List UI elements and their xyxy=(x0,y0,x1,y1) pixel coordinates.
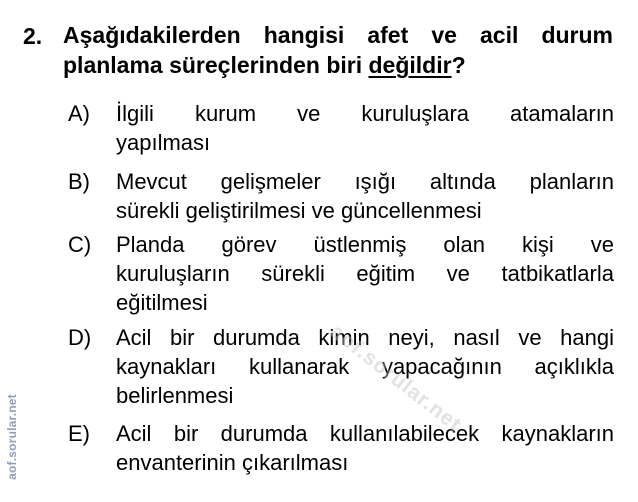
option-text-line: Mevcut gelişmeler ışığı altında planların xyxy=(116,169,614,194)
diagonal-watermark: aof.sorular.net xyxy=(325,320,466,437)
option-text-line: yapılması xyxy=(116,130,211,155)
option-text-line: İlgili kurum ve kuruluşlara atamaların xyxy=(116,101,614,126)
option-text-line: Acil bir durumda kullanılabilecek kaynakların xyxy=(116,421,614,446)
option-text xyxy=(116,99,614,157)
question-stem-line2 xyxy=(63,52,466,78)
option-letter: E) xyxy=(68,421,90,446)
option-text-line: Planda görev üstlenmiş olan kişi ve xyxy=(116,232,614,257)
option-letter: C) xyxy=(68,232,92,257)
question-stem-emphasis: değildir xyxy=(368,52,452,78)
option-text xyxy=(116,167,614,225)
question-stem xyxy=(63,20,613,80)
question-stem-text: planlama süreçlerinden biri xyxy=(63,52,369,78)
option-letter: A) xyxy=(68,101,90,126)
question-stem-end: ? xyxy=(451,52,466,78)
option-text-line: eğitilmesi xyxy=(116,290,208,315)
option-letter: B) xyxy=(68,169,90,194)
option-text xyxy=(116,419,614,477)
option-text-line: Acil bir durumda kimin neyi, nasıl ve hangi xyxy=(116,325,614,350)
question-number: 2. xyxy=(23,23,43,49)
side-watermark: aof.sorular.net xyxy=(5,394,19,480)
option-text-line: kuruluşların sürekli eğitim ve tatbikatlarla xyxy=(116,261,614,286)
option-text-line: envanterinin çıkarılması xyxy=(116,450,349,475)
option-text-line: sürekli geliştirilmesi ve güncellenmesi xyxy=(116,198,482,223)
option-letter: D) xyxy=(68,325,92,350)
option-text xyxy=(116,230,614,317)
question-stem-line1: Aşağıdakilerden hangisi afet ve acil durum xyxy=(63,22,613,48)
option-text-line: belirlenmesi xyxy=(116,383,234,408)
option-text-line: kaynakları kullanarak yapacağının açıklıkla xyxy=(116,354,614,379)
